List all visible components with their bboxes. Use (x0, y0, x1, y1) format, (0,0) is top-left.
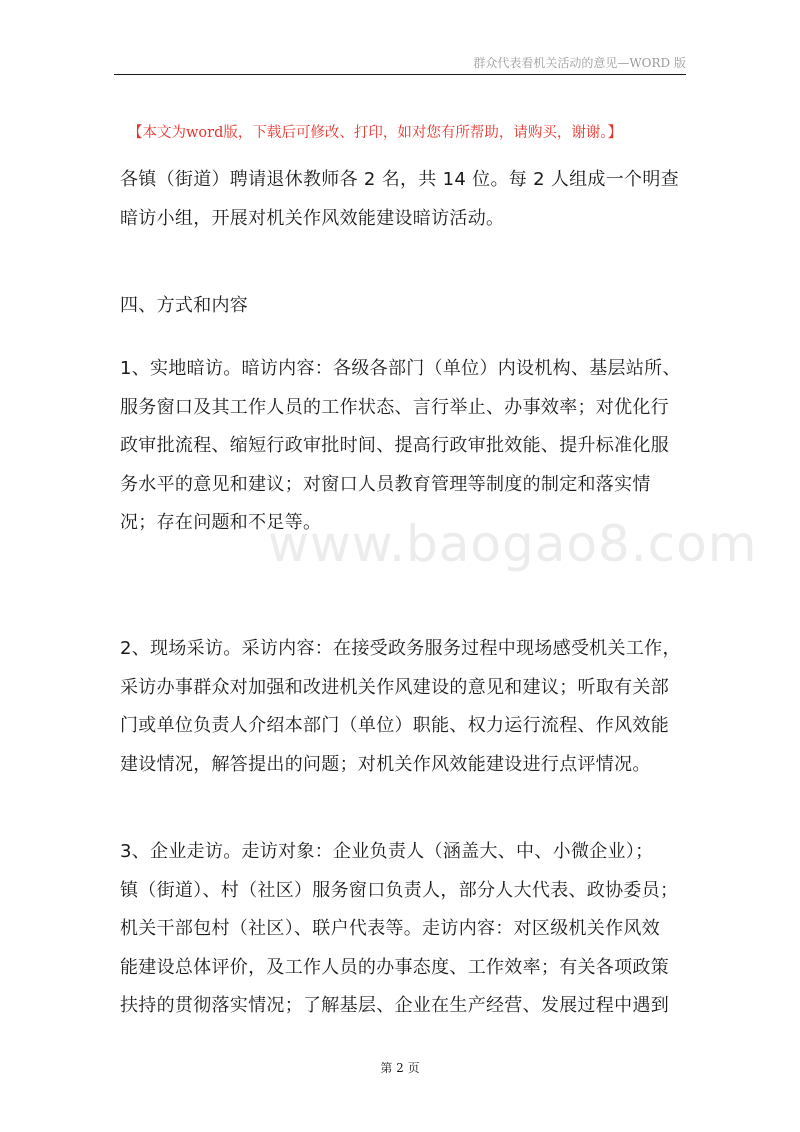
paragraph-item-2: 2、现场采访。采访内容：在接受政务服务过程中现场感受机关工作， 采访办事群众对加强和改进机关作风建设的意见和建议；听取有关部 门或单位负责人介绍本部门（单位）职能、权力运行流程、作风效能 建设情况，解答提出的问题；对机关作风效能建设进行点评情况。 (120, 638, 681, 775)
section-heading: 四、方式和内容 (120, 295, 249, 316)
paragraph-item-3: 3、企业走访。走访对象：企业负责人（涵盖大、中、小微企业）； 镇（街道）、村（社区）服务窗口负责人，部分人大代表、政协委员； 机关干部包村（社区）、联户代表等。走访内容：对区级机关作风效 能建设总体评价，及工作人员的办事态度、工作效率；有关各项政策 扶持的贯彻落实情况；了解基层、企业在生产经营、发展过程中遇到 (120, 841, 679, 1016)
page-number: 第 2 页 (380, 1061, 420, 1075)
page-header-title: 群众代表看机关活动的意见—WORD 版 (473, 56, 686, 70)
watermark: www.baogao8.com (268, 515, 758, 573)
paragraph-item-1: 1、实地暗访。暗访内容：各级各部门（单位）内设机构、基层站所、 服务窗口及其工作人员的工作状态、言行举止、办事效率；对优化行 政审批流程、缩短行政审批时间、提高行政审批效能、提升标准化服 务水平的意见和建议；对窗口人员教育管理等制度的制定和落实情 况；存在问题和不足等。 (120, 358, 681, 533)
header-divider (114, 74, 686, 75)
paragraph-intro: 各镇（街道）聘请退休教师各 2 名，共 14 位。每 2 人组成一个明查 暗访小组，开展对机关作风效能建设暗访活动。 (120, 169, 679, 229)
download-notice: 【本文为word版，下载后可修改、打印，如对您有所帮助，请购买，谢谢。】 (128, 125, 623, 141)
